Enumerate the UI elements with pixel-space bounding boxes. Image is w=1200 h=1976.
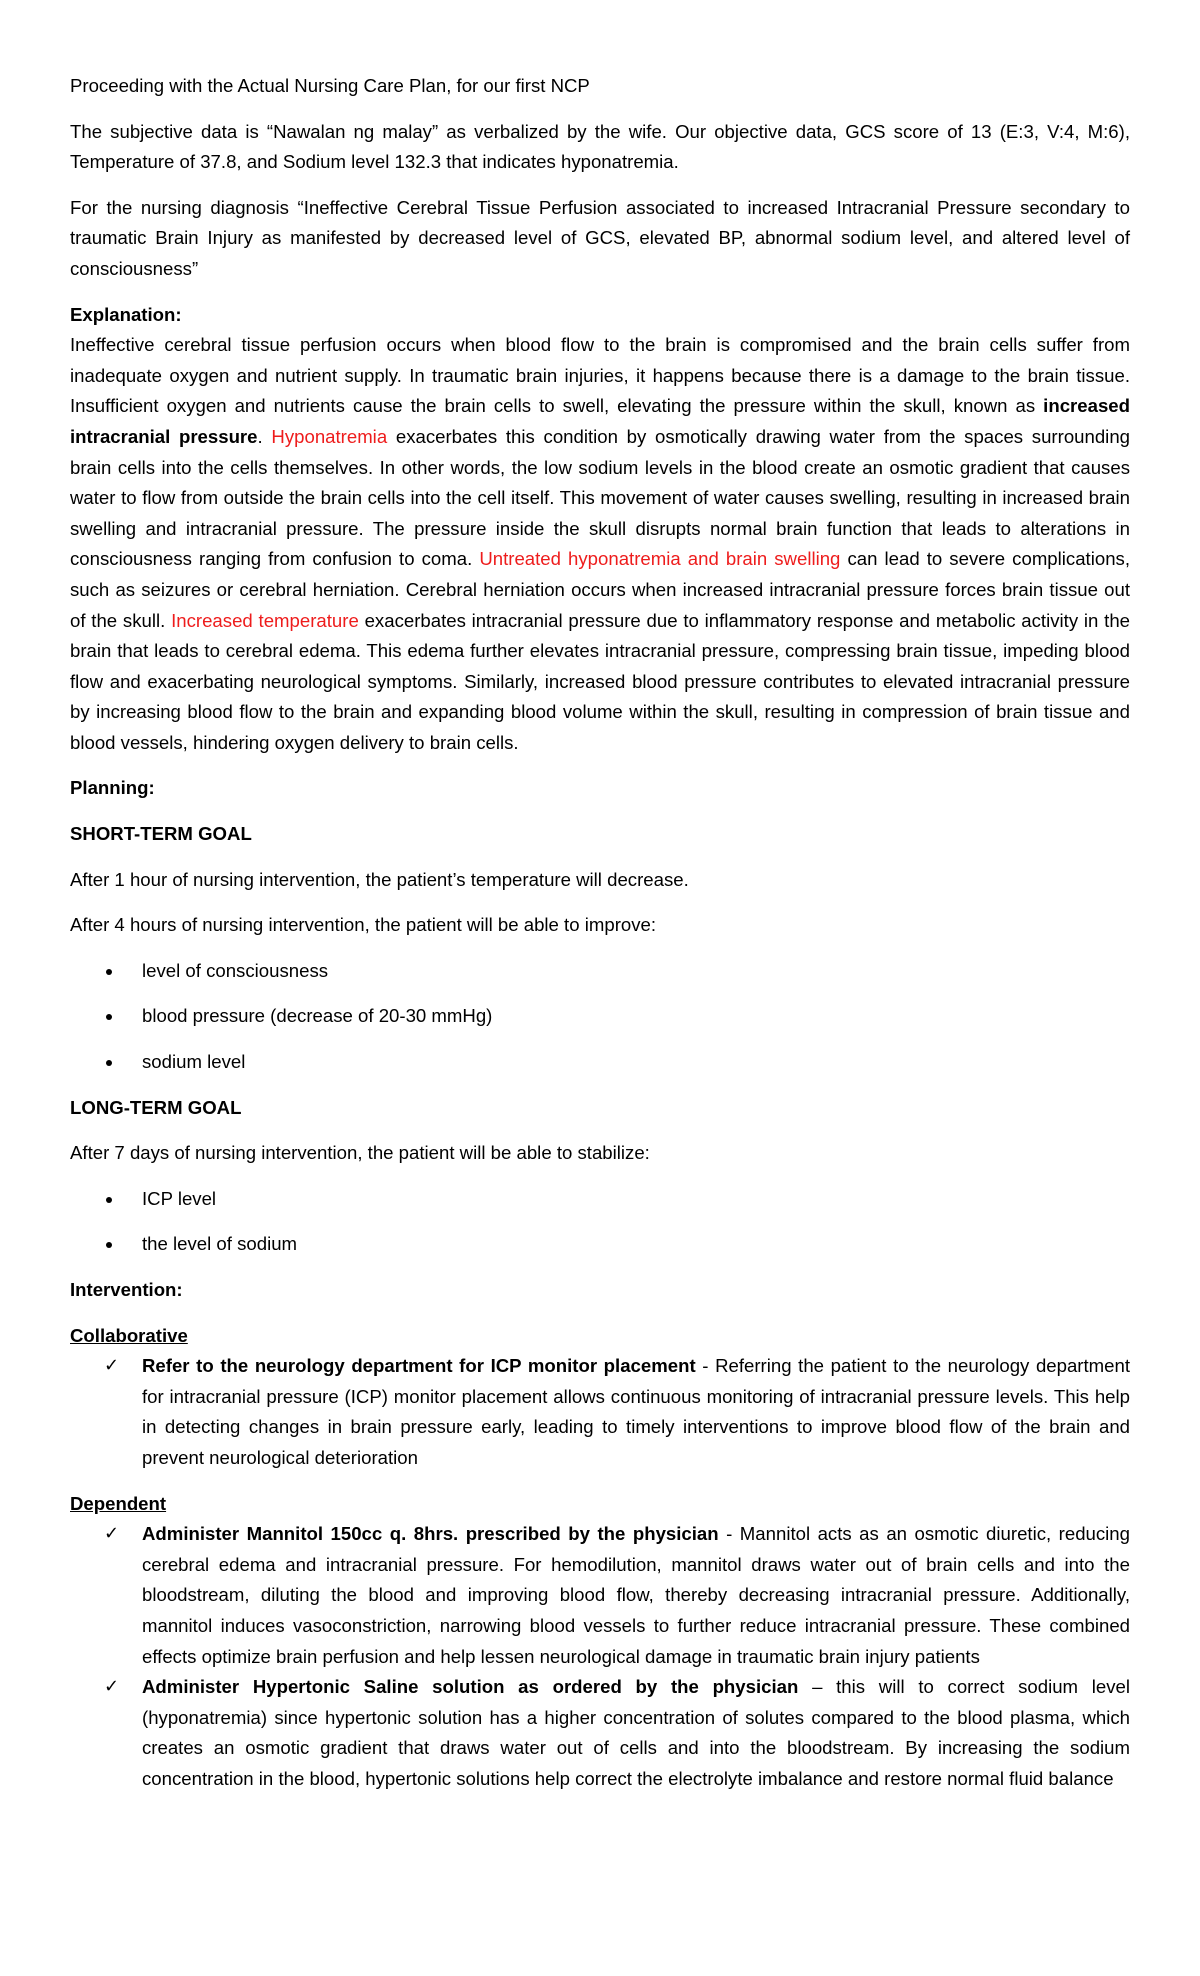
dependent-list — [70, 1519, 1130, 1794]
check-mark-icon: ✓ — [104, 1355, 120, 1377]
list-item — [70, 1229, 1130, 1260]
planning-heading: Planning: — [70, 777, 155, 799]
long-goal-1: After 7 days of nursing intervention, the patient will be able to stabilize: — [70, 1142, 650, 1164]
intervention-title: Refer to the neurology department for ICP monitor placement — [142, 1355, 696, 1377]
intervention-rationale: - Referring the patient to the neurology department for intracranial pressure (ICP) monitor placement allows continuous monitoring of intracranial pressure levels. This help in detecting changes in brain pressure early, leading to timely interventions to improve blood flow of the brain and prevent neurological deterioration — [142, 1355, 1131, 1468]
explanation-paragraph — [70, 330, 1130, 758]
short-goal-list — [70, 956, 1130, 1078]
list-item-text: ICP level — [142, 1187, 217, 1209]
list-item-text: blood pressure (decrease of 20-30 mmHg) — [142, 1005, 493, 1027]
short-goal-2: After 4 hours of nursing intervention, the patient will be able to improve: — [70, 914, 657, 936]
explanation-text: can lead to severe complications, such as seizures or cerebral herniation. Cerebral herniation occurs when increased intracranial pressure forces brain tissue out of the skull. — [70, 548, 1130, 631]
list-item-text: sodium level — [142, 1051, 246, 1073]
list-item-text: the level of sodium — [142, 1233, 298, 1255]
explanation-text: Ineffective cerebral tissue perfusion occurs when blood flow to the brain is compromised and the brain cells suffer from inadequate oxygen and nutrient supply. In traumatic brain injuries, it happens because there is a damage to the brain tissue. Insufficient oxygen and nutrients cause the brain cells to swell, elevating the pressure within the skull, known as — [70, 334, 1130, 417]
collaborative-heading: Collaborative — [70, 1324, 188, 1346]
list-item-text: level of consciousness — [142, 959, 329, 981]
bullet-dot-icon — [106, 1197, 112, 1203]
list-item — [70, 1001, 1130, 1032]
intervention-title: Administer Mannitol 150cc q. 8hrs. prescribed by the physician — [142, 1523, 719, 1545]
list-item — [70, 1047, 1130, 1078]
check-mark-icon: ✓ — [104, 1523, 120, 1545]
explanation-heading: Explanation: — [70, 303, 182, 325]
dependent-heading: Dependent — [70, 1492, 167, 1514]
list-item — [70, 1519, 1130, 1672]
collaborative-list — [70, 1351, 1130, 1473]
explanation-text: exacerbates this condition by osmotically drawing water from the spaces surrounding brain cells into the cells themselves. In other words, the low sodium levels in the blood create an osmotic gradient that causes water to flow from outside the brain cells into the cell itself. This movement of water causes swelling, resulting in increased brain swelling and intracranial pressure. The pressure inside the skull disrupts normal brain function that leads to alterations in consciousness ranging from confusion to coma. — [70, 425, 1130, 570]
check-mark-icon: ✓ — [104, 1676, 120, 1698]
list-item — [70, 1351, 1130, 1473]
intervention-rationale: – this will to correct sodium level (hyponatremia) since hypertonic solution has a higher concentration of solutes compared to the blood plasma, which creates an osmotic gradient that draws water out of cells and into the bloodstream. By increasing the sodium concentration in the blood, hypertonic solutions help correct the electrolyte imbalance and restore normal fluid balance — [142, 1676, 1130, 1789]
subjective-data-paragraph: The subjective data is “Nawalan ng malay” as verbalized by the wife. Our objective data, GCS score of 13 (E:3, V:4, M:6), Temperature of 37.8, and Sodium level 132.3 that indicates hyponatremia. — [70, 120, 1130, 173]
long-goal-list — [70, 1184, 1130, 1260]
bullet-dot-icon — [106, 969, 112, 975]
list-item — [70, 956, 1130, 987]
bullet-dot-icon — [106, 1242, 112, 1248]
short-goal-1: After 1 hour of nursing intervention, the patient’s temperature will decrease. — [70, 868, 689, 890]
list-item — [70, 1184, 1130, 1215]
long-term-goal-heading: LONG-TERM GOAL — [70, 1096, 242, 1118]
bullet-dot-icon — [106, 1060, 112, 1066]
explanation-text: . — [257, 425, 272, 447]
intervention-title: Administer Hypertonic Saline solution as ordered by the physician — [142, 1676, 799, 1698]
explanation-text: exacerbates intracranial pressure due to inflammatory response and metabolic activity in the brain that leads to cerebral edema. This edema further elevates intracranial pressure, compressing brain tissue, impeding blood flow and exacerbating neurological symptoms. Similarly, increased blood pressure contributes to elevated intracranial pressure by increasing blood flow to the brain and expanding blood volume within the skull, resulting in compression of brain tissue and blood vessels, hindering oxygen delivery to brain cells. — [70, 609, 1131, 753]
nursing-diagnosis-paragraph: For the nursing diagnosis “Ineffective Cerebral Tissue Perfusion associated to increased Intracranial Pressure secondary to traumatic Brain Injury as manifested by decreased level of GCS, elevated BP, abnormal sodium level, and altered level of consciousness” — [70, 196, 1130, 279]
short-term-goal-heading: SHORT-TERM GOAL — [70, 823, 252, 845]
highlight-hyponatremia: Hyponatremia — [271, 425, 388, 447]
intervention-rationale: - Mannitol acts as an osmotic diuretic, reducing cerebral edema and intracranial pressure. For hemodilution, mannitol draws water out of brain cells and into the bloodstream, diluting the blood and improving blood flow, thereby decreasing intracranial pressure. Additionally, mannitol induces vasoconstriction, narrowing blood vessels to further reduce intracranial pressure. These combined effects optimize brain perfusion and help lessen neurological damage in traumatic brain injury patients — [142, 1523, 1130, 1667]
list-item — [70, 1672, 1130, 1794]
bullet-dot-icon — [106, 1014, 112, 1020]
explanation-bold-term: increased intracranial pressure — [70, 395, 1130, 447]
intervention-heading: Intervention: — [70, 1279, 183, 1300]
intro-line: Proceeding with the Actual Nursing Care Plan, for our first NCP — [70, 75, 590, 96]
highlight-temperature: Increased temperature — [171, 609, 359, 631]
highlight-untreated: Untreated hyponatremia and brain swelling — [479, 548, 841, 570]
